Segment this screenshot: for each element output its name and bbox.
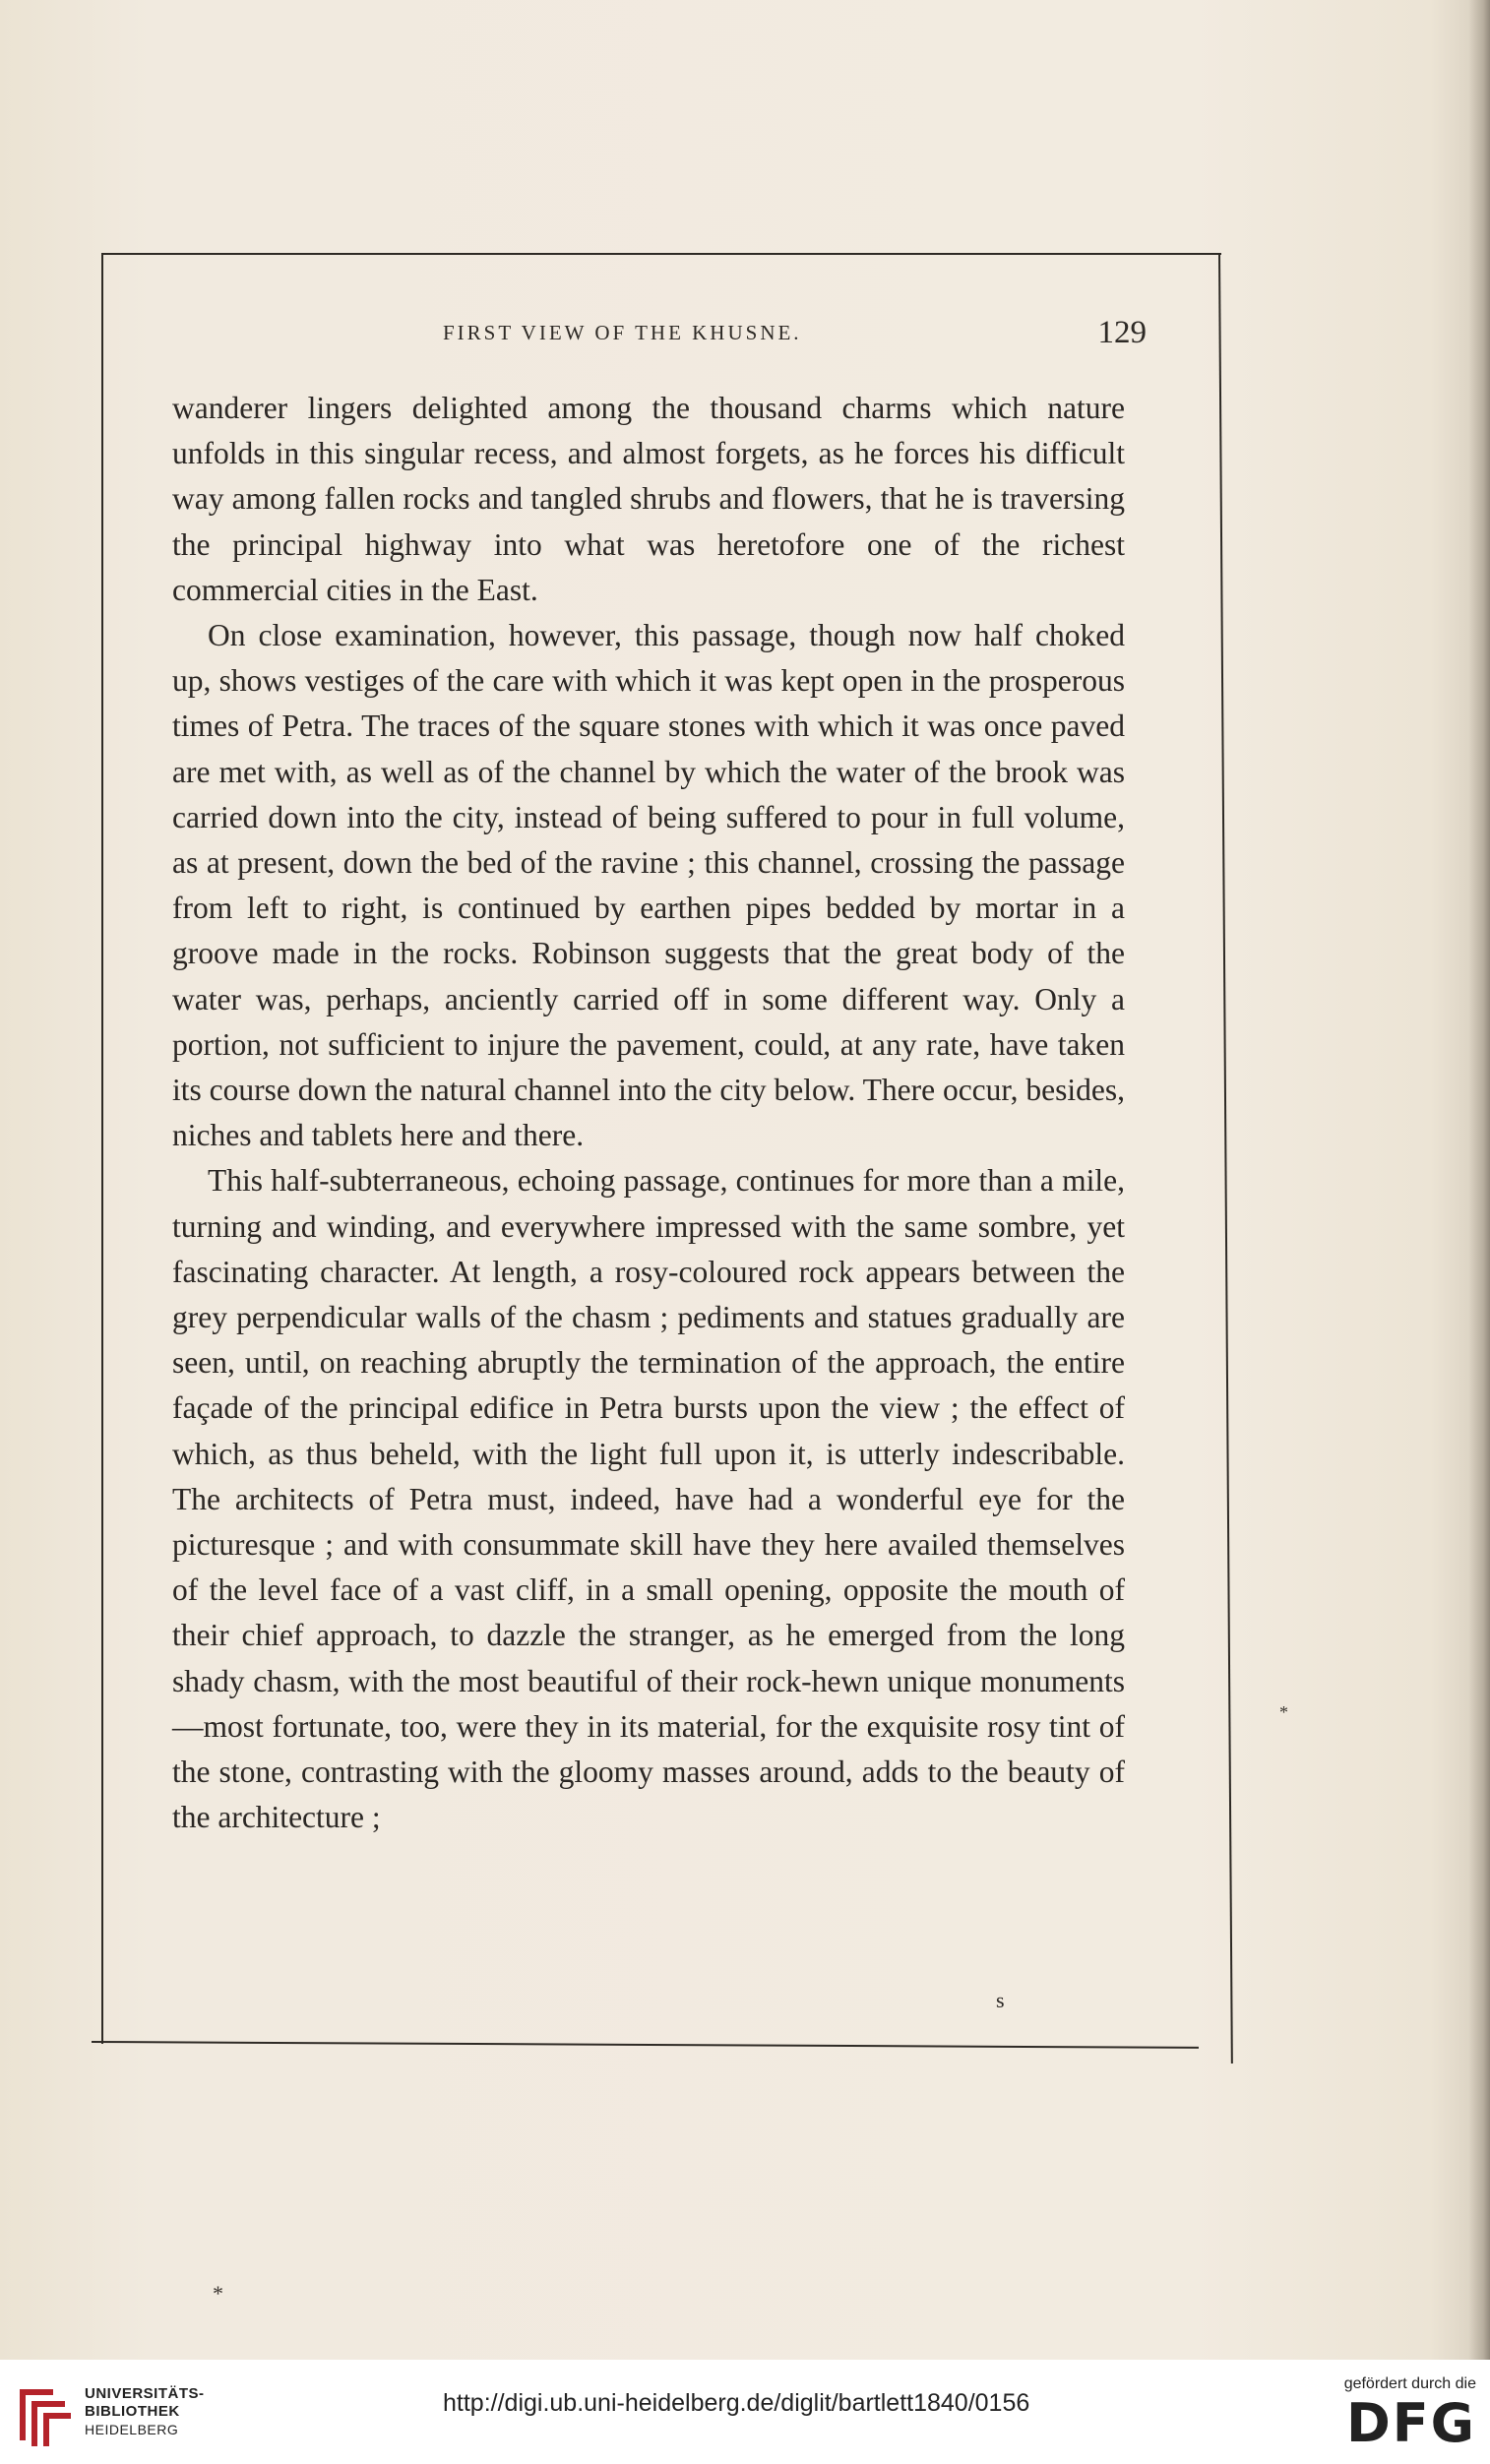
frame-rule-top: [101, 253, 1221, 255]
footer-url-link[interactable]: http://digi.ub.uni-heidelberg.de/diglit/bartlett1840/0156: [443, 2389, 1030, 2417]
body-text: [172, 386, 1125, 1841]
library-line: UNIVERSITÄTS-: [85, 2385, 205, 2402]
funding-note: gefördert durch die: [1343, 2375, 1476, 2392]
frame-rule-left: [101, 253, 103, 2044]
stray-mark: *: [1279, 1702, 1288, 1722]
running-head: [172, 315, 1147, 358]
stray-mark: *: [213, 2281, 223, 2306]
library-name: [85, 2385, 205, 2438]
paragraph: On close examination, however, this passage, though now half choked up, shows vestiges of the care with which it was kept open in the prosperous times of Petra. The traces of the square stones with which it was once paved are met with, as well as of the channel by which the water of the brook was carried down into the city, instead of being suffered to pour in full volume, as at present, down the bed of the ravine ; this channel, crossing the passage from left to right, is continued by earthen pipes bedded by mortar in a groove made in the rocks. Robinson suggests that the great body of the water was, perhaps, anciently carried off in some different way. Only a portion, not sufficient to injure the pavement, could, at any rate, have taken its course down the natural channel into the city below. There occur, besides, niches and tablets here and there.: [172, 618, 1125, 1153]
running-title: FIRST VIEW OF THE KHUSNE.: [443, 321, 802, 344]
library-line: BIBLIOTHEK: [85, 2403, 180, 2420]
library-logo-icon: [14, 2381, 75, 2448]
page-edge-shadow: [1468, 0, 1490, 2360]
library-line: HEIDELBERG: [85, 2422, 179, 2437]
signature-mark: s: [996, 1988, 1005, 2012]
funder-block: [1309, 2375, 1476, 2454]
dfg-logo: DFG: [1345, 2392, 1476, 2454]
paragraph: This half-subterraneous, echoing passage, continues for more than a mile, turning and winding, and everywhere impressed with the same sombre, yet fascinating character. At length, a rosy-coloured rock appears between the grey perpendicular walls of the chasm ; pediments and statues gradually are seen, until, on reaching abruptly the termination of the approach, the entire façade of the principal edifice in Petra bursts upon the view ; the effect of which, as thus beheld, with the light full upon it, is utterly indescribable. The architects of Petra must, indeed, have had a wonderful eye for the picturesque ; and with consummate skill have they here availed themselves of the level face of a vast cliff, in a small opening, opposite the mouth of their chief approach, to dazzle the stranger, as he emerged from the long shady chasm, with the most beautiful of their rock-hewn unique monuments—most fortunate, too, were they in its material, for the exquisite rosy tint of the stone, contrasting with the gloomy masses around, adds to the beauty of the architecture ;: [172, 1163, 1125, 1835]
page-number: 129: [1097, 315, 1147, 350]
paragraph: wanderer lingers delighted among the thousand charms which nature unfolds in this singular recess, and almost forgets, as he forces his difficult way among fallen rocks and tangled shrubs and flowers, that he is traversing the principal highway into what was heretofore one of the richest commercial cities in the East.: [172, 391, 1125, 607]
